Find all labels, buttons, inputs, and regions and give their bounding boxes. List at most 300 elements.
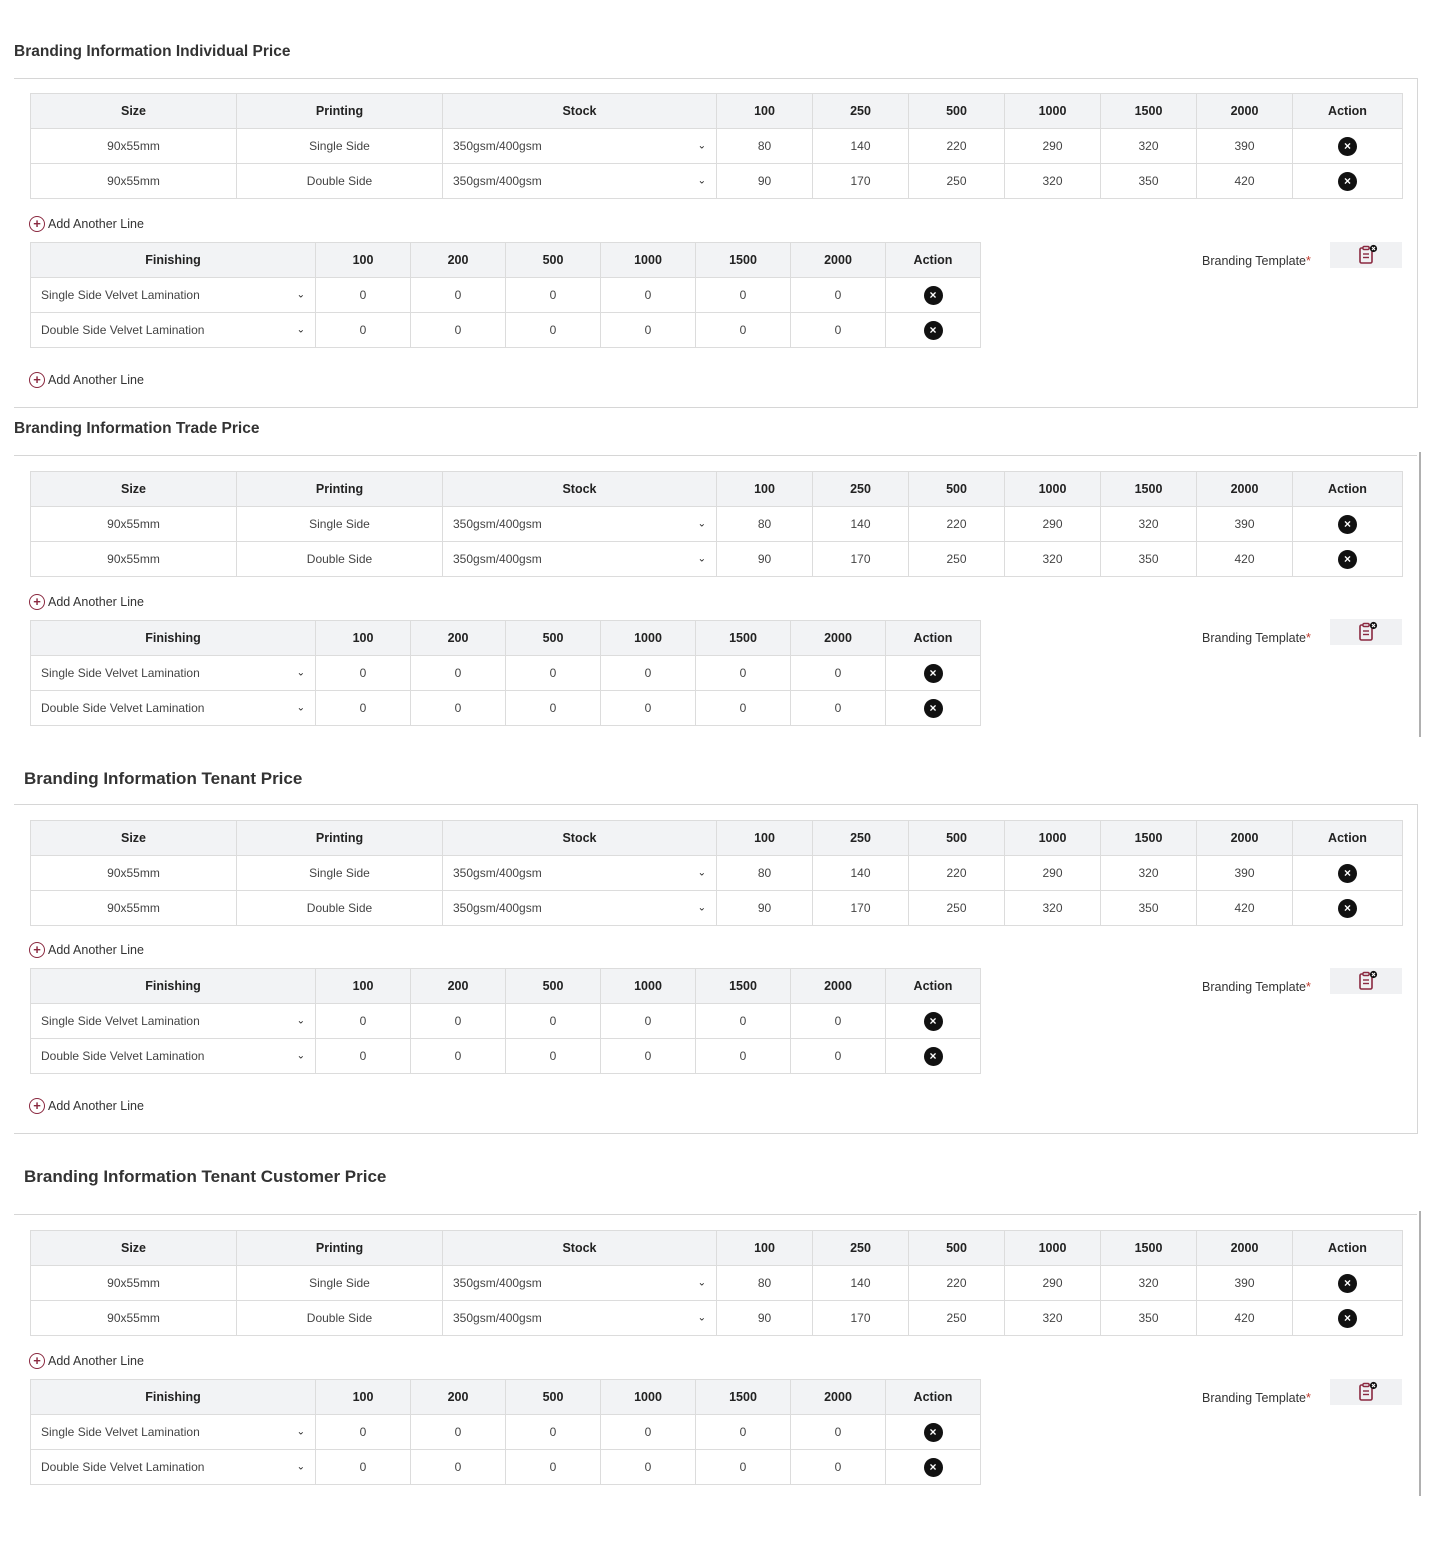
column-header: Action (1293, 472, 1403, 507)
stock-select[interactable] (443, 507, 717, 542)
finishing-value: Double Side Velvet Lamination (41, 1460, 205, 1474)
stock-value: 350gsm/400gsm (453, 1311, 542, 1325)
price-input[interactable]: 90 (717, 164, 813, 199)
finishing-select[interactable] (31, 1450, 316, 1485)
stock-select[interactable] (443, 164, 717, 199)
table-row (31, 1004, 981, 1039)
action-cell (886, 656, 981, 691)
printing-cell[interactable]: Double Side (237, 891, 443, 926)
table-header-row (31, 969, 981, 1004)
price-input[interactable]: 0 (601, 691, 696, 726)
price-input[interactable]: 0 (696, 691, 791, 726)
price-input[interactable]: 80 (717, 856, 813, 891)
finishing-price-table (30, 968, 981, 1074)
price-input[interactable]: 0 (316, 1004, 411, 1039)
size-price-table (30, 471, 1403, 577)
column-header: Size (31, 94, 237, 129)
add-line-button[interactable] (29, 1098, 144, 1114)
table-row (31, 313, 981, 348)
price-input[interactable]: 0 (791, 313, 886, 348)
price-input[interactable]: 0 (316, 691, 411, 726)
action-cell (1293, 1301, 1403, 1336)
price-input[interactable]: 0 (316, 1415, 411, 1450)
price-input[interactable]: 170 (813, 164, 909, 199)
size-cell[interactable]: 90x55mm (31, 164, 237, 199)
plus-circle-icon: + (29, 1098, 45, 1114)
table-row (31, 1301, 1403, 1336)
price-input[interactable]: 0 (411, 1450, 506, 1485)
price-input[interactable]: 80 (717, 129, 813, 164)
price-input[interactable]: 0 (791, 1415, 886, 1450)
required-mark: * (1306, 980, 1311, 994)
printing-cell[interactable]: Double Side (237, 542, 443, 577)
price-input[interactable]: 0 (696, 1039, 791, 1074)
action-cell (886, 1039, 981, 1074)
chevron-down-icon[interactable]: ⌄ (296, 1461, 305, 1473)
stock-value: 350gsm/400gsm (453, 139, 542, 153)
column-header: Finishing (31, 1380, 316, 1415)
close-circle-icon[interactable]: × (1338, 515, 1357, 534)
price-input[interactable]: 0 (316, 656, 411, 691)
price-input[interactable]: 0 (411, 691, 506, 726)
price-input[interactable]: 290 (1005, 129, 1101, 164)
price-input[interactable]: 320 (1101, 856, 1197, 891)
price-input[interactable]: 350 (1101, 1301, 1197, 1336)
close-circle-icon[interactable]: × (1338, 1274, 1357, 1293)
column-header: 100 (316, 621, 411, 656)
column-header: 1000 (1005, 821, 1101, 856)
chevron-down-icon[interactable]: ⌄ (697, 140, 706, 152)
price-input[interactable]: 220 (909, 129, 1005, 164)
close-circle-icon[interactable]: × (1338, 899, 1357, 918)
scrollbar[interactable] (1419, 1211, 1421, 1496)
add-line-label: Add Another Line (48, 217, 144, 231)
price-input[interactable]: 170 (813, 542, 909, 577)
price-input[interactable]: 80 (717, 1266, 813, 1301)
printing-cell[interactable]: Double Side (237, 164, 443, 199)
table-row (31, 129, 1403, 164)
price-input[interactable]: 0 (411, 278, 506, 313)
price-input[interactable]: 320 (1101, 129, 1197, 164)
price-input[interactable]: 90 (717, 891, 813, 926)
printing-cell[interactable]: Single Side (237, 1266, 443, 1301)
size-cell[interactable]: 90x55mm (31, 1266, 237, 1301)
price-input[interactable]: 220 (909, 856, 1005, 891)
template-label-text: Branding Template (1202, 631, 1307, 645)
column-header: 1500 (1101, 821, 1197, 856)
price-input[interactable]: 320 (1101, 1266, 1197, 1301)
column-header: Action (886, 621, 981, 656)
price-input[interactable]: 220 (909, 507, 1005, 542)
column-header: Action (1293, 821, 1403, 856)
price-input[interactable]: 0 (696, 1415, 791, 1450)
table-row (31, 1266, 1403, 1301)
price-input[interactable]: 0 (316, 313, 411, 348)
column-header: 1000 (601, 969, 696, 1004)
close-circle-icon[interactable]: × (924, 699, 943, 718)
column-header: 250 (813, 821, 909, 856)
chevron-down-icon[interactable]: ⌄ (697, 1277, 706, 1289)
column-header: Stock (443, 94, 717, 129)
finishing-select[interactable] (31, 313, 316, 348)
column-header: 2000 (1197, 94, 1293, 129)
action-cell (1293, 507, 1403, 542)
column-header: 500 (506, 969, 601, 1004)
column-header: Stock (443, 1231, 717, 1266)
price-input[interactable]: 0 (791, 278, 886, 313)
price-input[interactable]: 390 (1197, 856, 1293, 891)
price-input[interactable]: 420 (1197, 891, 1293, 926)
required-mark: * (1306, 631, 1311, 645)
finishing-value: Single Side Velvet Lamination (41, 288, 200, 302)
price-input[interactable]: 0 (601, 1450, 696, 1485)
column-header: 100 (717, 821, 813, 856)
price-input[interactable]: 220 (909, 1266, 1005, 1301)
size-price-table (30, 1230, 1403, 1336)
close-circle-icon[interactable]: × (1338, 1309, 1357, 1328)
table-header-row (31, 1231, 1403, 1266)
column-header: 100 (316, 243, 411, 278)
stock-select[interactable] (443, 1301, 717, 1336)
price-input[interactable]: 0 (316, 278, 411, 313)
price-input[interactable]: 290 (1005, 1266, 1101, 1301)
size-cell[interactable]: 90x55mm (31, 507, 237, 542)
size-cell[interactable]: 90x55mm (31, 542, 237, 577)
column-header: 500 (506, 1380, 601, 1415)
stock-select[interactable] (443, 891, 717, 926)
action-cell (886, 691, 981, 726)
price-input[interactable]: 0 (506, 1004, 601, 1039)
price-input[interactable]: 390 (1197, 1266, 1293, 1301)
price-input[interactable]: 0 (696, 1450, 791, 1485)
price-input[interactable]: 250 (909, 1301, 1005, 1336)
price-input[interactable]: 90 (717, 542, 813, 577)
column-header: 1000 (1005, 472, 1101, 507)
chevron-down-icon[interactable]: ⌄ (296, 1426, 305, 1438)
price-input[interactable]: 0 (506, 278, 601, 313)
size-price-table (30, 820, 1403, 926)
column-header: Action (1293, 94, 1403, 129)
price-input[interactable]: 140 (813, 856, 909, 891)
action-cell (886, 1450, 981, 1485)
column-header: 1500 (696, 969, 791, 1004)
action-cell (1293, 164, 1403, 199)
table-header-row (31, 94, 1403, 129)
column-header: 250 (813, 472, 909, 507)
action-cell (1293, 856, 1403, 891)
chevron-down-icon[interactable]: ⌄ (697, 1312, 706, 1324)
printing-cell[interactable]: Single Side (237, 507, 443, 542)
add-line-button[interactable] (29, 1353, 144, 1369)
chevron-down-icon[interactable]: ⌄ (296, 289, 305, 301)
table-row (31, 891, 1403, 926)
table-row (31, 691, 981, 726)
finishing-select[interactable] (31, 1039, 316, 1074)
column-header: 200 (411, 621, 506, 656)
price-input[interactable]: 0 (696, 1004, 791, 1039)
plus-circle-icon: + (29, 216, 45, 232)
close-circle-icon[interactable]: × (1338, 864, 1357, 883)
plus-circle-icon: + (29, 942, 45, 958)
price-input[interactable]: 390 (1197, 507, 1293, 542)
stock-value: 350gsm/400gsm (453, 552, 542, 566)
finishing-select[interactable] (31, 278, 316, 313)
chevron-down-icon[interactable]: ⌄ (697, 902, 706, 914)
price-input[interactable]: 420 (1197, 164, 1293, 199)
column-header: Finishing (31, 969, 316, 1004)
table-header-row (31, 1380, 981, 1415)
price-input[interactable]: 0 (601, 1039, 696, 1074)
add-line-button[interactable] (29, 216, 144, 232)
chevron-down-icon[interactable]: ⌄ (296, 1015, 305, 1027)
branding-template-label (1202, 631, 1311, 645)
price-input[interactable]: 0 (506, 656, 601, 691)
size-cell[interactable]: 90x55mm (31, 856, 237, 891)
branding-template-upload[interactable] (1330, 968, 1402, 994)
table-row (31, 1039, 981, 1074)
chevron-down-icon[interactable]: ⌄ (697, 553, 706, 565)
stock-select[interactable] (443, 129, 717, 164)
price-input[interactable]: 250 (909, 891, 1005, 926)
table-header-row (31, 472, 1403, 507)
plus-circle-icon: + (29, 1353, 45, 1369)
column-header: 250 (813, 1231, 909, 1266)
column-header: Size (31, 472, 237, 507)
column-header: Stock (443, 821, 717, 856)
table-row (31, 656, 981, 691)
column-header: 1500 (1101, 472, 1197, 507)
price-input[interactable]: 0 (411, 1004, 506, 1039)
finishing-value: Single Side Velvet Lamination (41, 666, 200, 680)
price-input[interactable]: 0 (791, 1039, 886, 1074)
add-line-label: Add Another Line (48, 373, 144, 387)
action-cell (1293, 891, 1403, 926)
finishing-value: Single Side Velvet Lamination (41, 1014, 200, 1028)
price-input[interactable]: 250 (909, 164, 1005, 199)
section-title: Branding Information Tenant Customer Price (24, 1167, 387, 1186)
price-input[interactable]: 0 (791, 656, 886, 691)
price-input[interactable]: 0 (696, 278, 791, 313)
column-header: 500 (909, 1231, 1005, 1266)
column-header: 500 (909, 472, 1005, 507)
template-label-text: Branding Template (1202, 980, 1307, 994)
column-header: 2000 (791, 621, 886, 656)
add-line-button[interactable] (29, 942, 144, 958)
plus-circle-icon: + (29, 594, 45, 610)
branding-template-label (1202, 980, 1311, 994)
section-title: Branding Information Individual Price (14, 43, 291, 60)
plus-circle-icon: + (29, 372, 45, 388)
finishing-select[interactable] (31, 1415, 316, 1450)
column-header: 1500 (696, 1380, 791, 1415)
close-circle-icon[interactable]: × (924, 1423, 943, 1442)
branding-template-upload[interactable] (1330, 242, 1402, 268)
price-input[interactable]: 0 (791, 1004, 886, 1039)
clipboard-icon (1357, 1381, 1379, 1403)
required-mark: * (1306, 1391, 1311, 1405)
scrollbar[interactable] (1419, 452, 1421, 737)
column-header: 1000 (601, 1380, 696, 1415)
price-input[interactable]: 320 (1005, 164, 1101, 199)
price-input[interactable]: 140 (813, 129, 909, 164)
branding-template-upload[interactable] (1330, 1379, 1402, 1405)
close-circle-icon[interactable]: × (924, 286, 943, 305)
close-circle-icon[interactable]: × (924, 321, 943, 340)
column-header: Action (1293, 1231, 1403, 1266)
table-header-row (31, 821, 1403, 856)
printing-cell[interactable]: Single Side (237, 129, 443, 164)
column-header: 200 (411, 243, 506, 278)
close-circle-icon[interactable]: × (924, 664, 943, 683)
close-circle-icon[interactable]: × (924, 1458, 943, 1477)
printing-cell[interactable]: Double Side (237, 1301, 443, 1336)
price-input[interactable]: 0 (506, 691, 601, 726)
price-input[interactable]: 320 (1101, 507, 1197, 542)
price-input[interactable]: 0 (411, 313, 506, 348)
price-input[interactable]: 350 (1101, 542, 1197, 577)
price-input[interactable]: 170 (813, 1301, 909, 1336)
branding-template-label (1202, 1391, 1311, 1405)
column-header: Size (31, 821, 237, 856)
price-input[interactable]: 290 (1005, 507, 1101, 542)
price-input[interactable]: 0 (411, 1415, 506, 1450)
price-input[interactable]: 140 (813, 1266, 909, 1301)
price-input[interactable]: 320 (1005, 891, 1101, 926)
price-input[interactable]: 0 (696, 313, 791, 348)
chevron-down-icon[interactable]: ⌄ (697, 518, 706, 530)
action-cell (1293, 129, 1403, 164)
template-label-text: Branding Template (1202, 1391, 1307, 1405)
price-input[interactable]: 0 (506, 1039, 601, 1074)
column-header: 500 (506, 243, 601, 278)
column-header: Printing (237, 94, 443, 129)
size-cell[interactable]: 90x55mm (31, 891, 237, 926)
close-circle-icon[interactable]: × (924, 1012, 943, 1031)
template-label-text: Branding Template (1202, 254, 1307, 268)
price-input[interactable]: 0 (316, 1450, 411, 1485)
table-header-row (31, 621, 981, 656)
table-header-row (31, 243, 981, 278)
clipboard-icon (1357, 621, 1379, 643)
stock-select[interactable] (443, 1266, 717, 1301)
price-input[interactable]: 0 (601, 1415, 696, 1450)
table-row (31, 278, 981, 313)
chevron-down-icon[interactable]: ⌄ (296, 324, 305, 336)
price-input[interactable]: 390 (1197, 129, 1293, 164)
column-header: Printing (237, 472, 443, 507)
column-header: 500 (506, 621, 601, 656)
price-input[interactable]: 420 (1197, 542, 1293, 577)
price-input[interactable]: 250 (909, 542, 1005, 577)
price-input[interactable]: 350 (1101, 164, 1197, 199)
column-header: 250 (813, 94, 909, 129)
price-input[interactable]: 420 (1197, 1301, 1293, 1336)
chevron-down-icon[interactable]: ⌄ (296, 1050, 305, 1062)
action-cell (886, 278, 981, 313)
table-row (31, 164, 1403, 199)
price-input[interactable]: 0 (791, 1450, 886, 1485)
add-line-label: Add Another Line (48, 1099, 144, 1113)
chevron-down-icon[interactable]: ⌄ (296, 667, 305, 679)
column-header: 2000 (791, 1380, 886, 1415)
size-cell[interactable]: 90x55mm (31, 129, 237, 164)
add-line-button[interactable] (29, 372, 144, 388)
printing-cell[interactable]: Single Side (237, 856, 443, 891)
price-input[interactable]: 0 (411, 656, 506, 691)
price-input[interactable]: 140 (813, 507, 909, 542)
table-row (31, 856, 1403, 891)
column-header: 2000 (1197, 1231, 1293, 1266)
column-header: Printing (237, 821, 443, 856)
price-input[interactable]: 0 (601, 1004, 696, 1039)
price-input[interactable]: 0 (601, 656, 696, 691)
price-input[interactable]: 0 (411, 1039, 506, 1074)
price-input[interactable]: 0 (601, 278, 696, 313)
action-cell (1293, 542, 1403, 577)
price-input[interactable]: 350 (1101, 891, 1197, 926)
price-input[interactable]: 80 (717, 507, 813, 542)
finishing-select[interactable] (31, 1004, 316, 1039)
price-input[interactable]: 0 (601, 313, 696, 348)
chevron-down-icon[interactable]: ⌄ (296, 702, 305, 714)
stock-select[interactable] (443, 542, 717, 577)
stock-value: 350gsm/400gsm (453, 901, 542, 915)
price-input[interactable]: 0 (696, 656, 791, 691)
action-cell (886, 313, 981, 348)
action-cell (886, 1004, 981, 1039)
stock-value: 350gsm/400gsm (453, 1276, 542, 1290)
add-line-button[interactable] (29, 594, 144, 610)
price-input[interactable]: 0 (506, 313, 601, 348)
stock-value: 350gsm/400gsm (453, 174, 542, 188)
close-circle-icon[interactable]: × (1338, 172, 1357, 191)
column-header: 2000 (1197, 472, 1293, 507)
price-input[interactable]: 0 (506, 1450, 601, 1485)
column-header: Action (886, 1380, 981, 1415)
chevron-down-icon[interactable]: ⌄ (697, 175, 706, 187)
price-input[interactable]: 0 (791, 691, 886, 726)
column-header: 200 (411, 1380, 506, 1415)
column-header: 1000 (1005, 1231, 1101, 1266)
column-header: 2000 (791, 969, 886, 1004)
price-input[interactable]: 320 (1005, 1301, 1101, 1336)
stock-select[interactable] (443, 856, 717, 891)
add-line-label: Add Another Line (48, 943, 144, 957)
finishing-price-table (30, 242, 981, 348)
chevron-down-icon[interactable]: ⌄ (697, 867, 706, 879)
table-row (31, 507, 1403, 542)
column-header: Size (31, 1231, 237, 1266)
price-input[interactable]: 320 (1005, 542, 1101, 577)
column-header: 100 (316, 1380, 411, 1415)
price-input[interactable]: 290 (1005, 856, 1101, 891)
add-line-label: Add Another Line (48, 595, 144, 609)
price-input[interactable]: 170 (813, 891, 909, 926)
finishing-select[interactable] (31, 656, 316, 691)
column-header: 1500 (696, 621, 791, 656)
close-circle-icon[interactable]: × (924, 1047, 943, 1066)
close-circle-icon[interactable]: × (1338, 550, 1357, 569)
close-circle-icon[interactable]: × (1338, 137, 1357, 156)
finishing-select[interactable] (31, 691, 316, 726)
price-input[interactable]: 0 (316, 1039, 411, 1074)
column-header: Action (886, 969, 981, 1004)
branding-template-upload[interactable] (1330, 619, 1402, 645)
required-mark: * (1306, 254, 1311, 268)
price-input[interactable]: 0 (506, 1415, 601, 1450)
size-cell[interactable]: 90x55mm (31, 1301, 237, 1336)
price-input[interactable]: 90 (717, 1301, 813, 1336)
